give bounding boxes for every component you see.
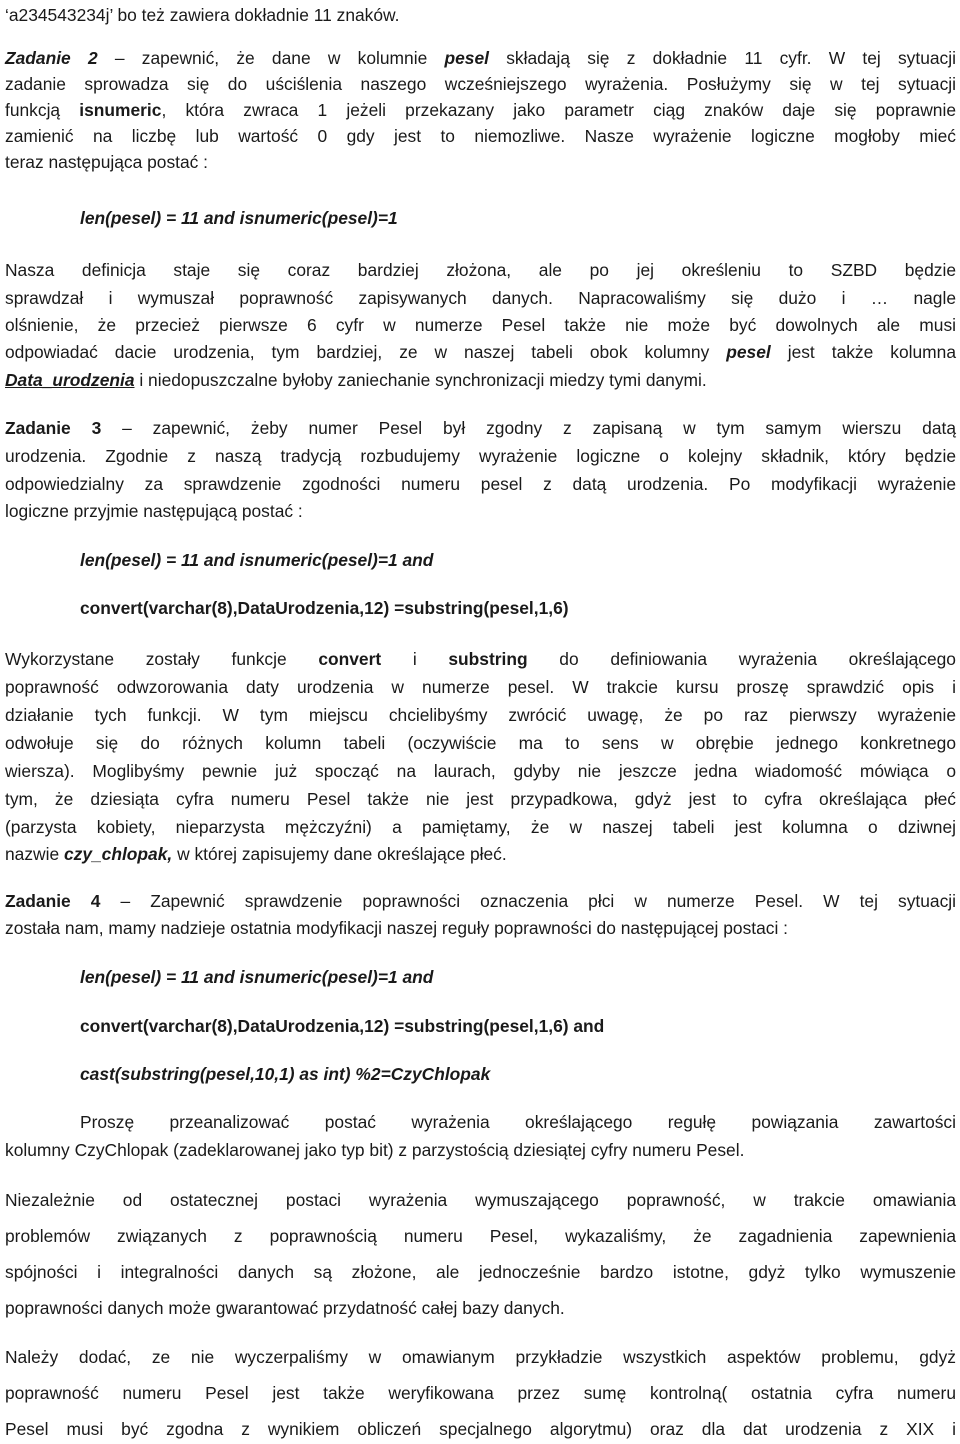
emphasis-text: len(pesel) = 11 and isnumeric(pesel)=1 and [80, 967, 434, 987]
emphasis-text: isnumeric [79, 100, 162, 120]
text-line [5, 473, 956, 495]
emphasis-text: convert(varchar(8),DataUrodzenia,12) =substring(pesel,1,6) and [80, 1016, 605, 1036]
text-run: sprawdzał i wymuszał poprawność zapisywanych danych. Napracowaliśmy się dużo i … nagle [5, 288, 956, 308]
emphasis-text: pesel [444, 48, 489, 68]
text-line [5, 47, 956, 69]
text-run: kolumny CzyChlopak (zadeklarowanej jako typ bit) z parzystością dziesiątej cyfry numeru Pesel. [5, 1140, 745, 1160]
text-line [5, 648, 956, 670]
text-line [5, 1297, 956, 1319]
text-line [5, 369, 956, 391]
text-run: ‘a234543234j’ bo też zawiera dokładnie 11 znaków. [5, 5, 400, 25]
text-line [80, 966, 956, 988]
text-line [80, 1063, 956, 1085]
text-line [5, 314, 956, 336]
text-line [5, 500, 956, 522]
text-run: olśnienie, że przecież pierwsze 6 cyfr w numerze Pesel także nie może być dowolnych ale musi [5, 315, 956, 335]
text-line [5, 151, 956, 173]
text-run: i niedopuszczalne byłoby zaniechanie synchronizacji miedzy tymi danymi. [134, 370, 707, 390]
text-line [5, 125, 956, 147]
text-line [5, 259, 956, 281]
text-line [5, 816, 956, 838]
text-line [5, 704, 956, 726]
emphasis-text: cast(substring(pesel,10,1) as int) %2=CzyChlopak [80, 1064, 491, 1084]
text-run: urodzenia. Zgodnie z naszą tradycją rozbudujemy wyrażenie logiczne o kolejny składnik, który będzie [5, 446, 956, 466]
text-run: w której zapisujemy dane określające płeć. [172, 844, 507, 864]
text-run: (parzysta kobiety, nieparzysta mężczyźni) a pamiętamy, że w naszej tabeli jest kolumna o dziwnej [5, 817, 956, 837]
text-run: działanie tych funkcji. W tym miejscu chcielibyśmy zwrócić uwagę, że po raz pierwszy wyrażenie [5, 705, 956, 725]
text-line [5, 1189, 956, 1211]
text-run: spójności i integralności danych są złożone, ale jednocześnie bardzo istotne, gdyż tylko wymuszenie [5, 1262, 956, 1282]
text-line [5, 1382, 956, 1404]
text-line [5, 890, 956, 912]
text-run: tym, że dziesiąta cyfra numeru Pesel także nie jest przypadkowa, gdyż jest to cyfra określająca płeć [5, 789, 956, 809]
text-run: – Zapewnić sprawdzenie poprawności oznaczenia płci w numerze Pesel. W tej sytuacji [100, 891, 956, 911]
text-run: i [381, 649, 449, 669]
text-run: Proszę przeanalizować postać wyrażenia określającego regułę powiązania zawartości [80, 1112, 956, 1132]
text-line [5, 341, 956, 363]
text-run: teraz następująca postać : [5, 152, 209, 172]
text-run: – zapewnić, że dane w kolumnie [97, 48, 445, 68]
text-run: Wykorzystane zostały funkcje [5, 649, 319, 669]
text-run: zamienić na liczbę lub wartość 0 gdy jest to niemozliwe. Nasze wyrażenie logiczne mogłoby mieć [5, 126, 956, 146]
text-line [5, 99, 956, 121]
text-line [5, 287, 956, 309]
text-run: wiersza). Moglibyśmy pewnie już spocząć na laurach, gdyby nie jeszcze jedna wiadomość mówiąca o [5, 761, 956, 781]
text-run: składają się z dokładnie 11 cyfr. W tej sytuacji [488, 48, 956, 68]
text-run: problemów związanych z poprawnością numeru Pesel, wykazaliśmy, że zagadnienia zapewnienia [5, 1226, 956, 1246]
text-run: jest także kolumna [770, 342, 956, 362]
text-line [5, 917, 956, 939]
text-line [5, 4, 956, 26]
text-run: została nam, mamy nadzieje ostatnia modyfikacji naszej reguły poprawności do następującej postaci : [5, 918, 788, 938]
text-run: – zapewnić, żeby numer Pesel był zgodny z zapisaną w tym samym wierszu datą [101, 418, 956, 438]
text-run: nazwie [5, 844, 64, 864]
text-run: do definiowania wyrażenia określającego [527, 649, 956, 669]
text-run: zadanie sprowadza się do uściślenia naszego wcześniejszego wyrażenia. Posłużymy się w tej sytuacji [5, 74, 956, 94]
text-run: odpowiedzialny za sprawdzenie zgodności numeru pesel z datą urodzenia. Po modyfikacji wyrażenie [5, 474, 956, 494]
text-run: funkcją [5, 100, 80, 120]
text-line [80, 1015, 956, 1037]
text-line [5, 73, 956, 95]
text-line [5, 732, 956, 754]
text-line [80, 207, 956, 229]
text-run: , która zwraca 1 jeżeli przekazany jako parametr ciąg znaków daje się poprawnie [161, 100, 956, 120]
text-line [80, 1111, 956, 1133]
text-line [5, 788, 956, 810]
text-run: poprawność odwzorowania daty urodzenia w numerze pesel. W trakcie kursu proszę sprawdzić opis i [5, 677, 956, 697]
emphasis-text: convert [318, 649, 382, 669]
text-line [5, 843, 956, 865]
text-line [5, 417, 956, 439]
text-run: Niezależnie od ostatecznej postaci wyrażenia wymuszającego poprawność, w trakcie omawiania [5, 1190, 956, 1210]
emphasis-text: len(pesel) = 11 and isnumeric(pesel)=1 and [80, 550, 434, 570]
text-line [5, 1225, 956, 1247]
text-line [5, 1261, 956, 1283]
text-line [5, 1346, 956, 1368]
text-line [5, 1418, 956, 1440]
emphasis-text: Zadanie 4 [5, 891, 101, 911]
text-line [5, 676, 956, 698]
text-run: odpowiadać dacie urodzenia, tym bardziej, ze w naszej tabeli obok kolumny [5, 342, 727, 362]
emphasis-text: Zadanie 3 [5, 418, 102, 438]
text-line [5, 760, 956, 782]
text-line [80, 549, 956, 571]
text-run: poprawności danych może gwarantować przydatność całej bazy danych. [5, 1298, 565, 1318]
text-run: logiczne przyjmie następującą postać : [5, 501, 303, 521]
text-run: odwołuje się do różnych kolumn tabeli (oczywiście ma to sens w obrębie jednego konkretnego [5, 733, 956, 753]
text-line [5, 1139, 956, 1161]
emphasis-text: len(pesel) = 11 and isnumeric(pesel)=1 [80, 208, 398, 228]
emphasis-text: substring [448, 649, 528, 669]
text-run: Pesel musi być zgodna z wynikiem obliczeń specjalnego algorytmu) oraz dla dat urodzenia z XIX i [5, 1419, 956, 1439]
text-run: Należy dodać, ze nie wyczerpaliśmy w omawianym przykładzie wszystkich aspektów problemu, gdyż [5, 1347, 956, 1367]
text-run: Nasza definicja staje się coraz bardziej złożona, ale po jej określeniu to SZBD będzie [5, 260, 956, 280]
emphasis-text: convert(varchar(8),DataUrodzenia,12) =substring(pesel,1,6) [80, 598, 569, 618]
emphasis-text: pesel [726, 342, 771, 362]
emphasis-text: Zadanie 2 [5, 48, 98, 68]
emphasis-text: czy_chlopak, [63, 844, 173, 864]
text-line [5, 445, 956, 467]
text-line [80, 597, 956, 619]
emphasis-text: Data_urodzenia [5, 370, 135, 390]
text-run: poprawność numeru Pesel jest także weryfikowana przez sumę kontrolną( ostatnia cyfra numeru [5, 1383, 956, 1403]
